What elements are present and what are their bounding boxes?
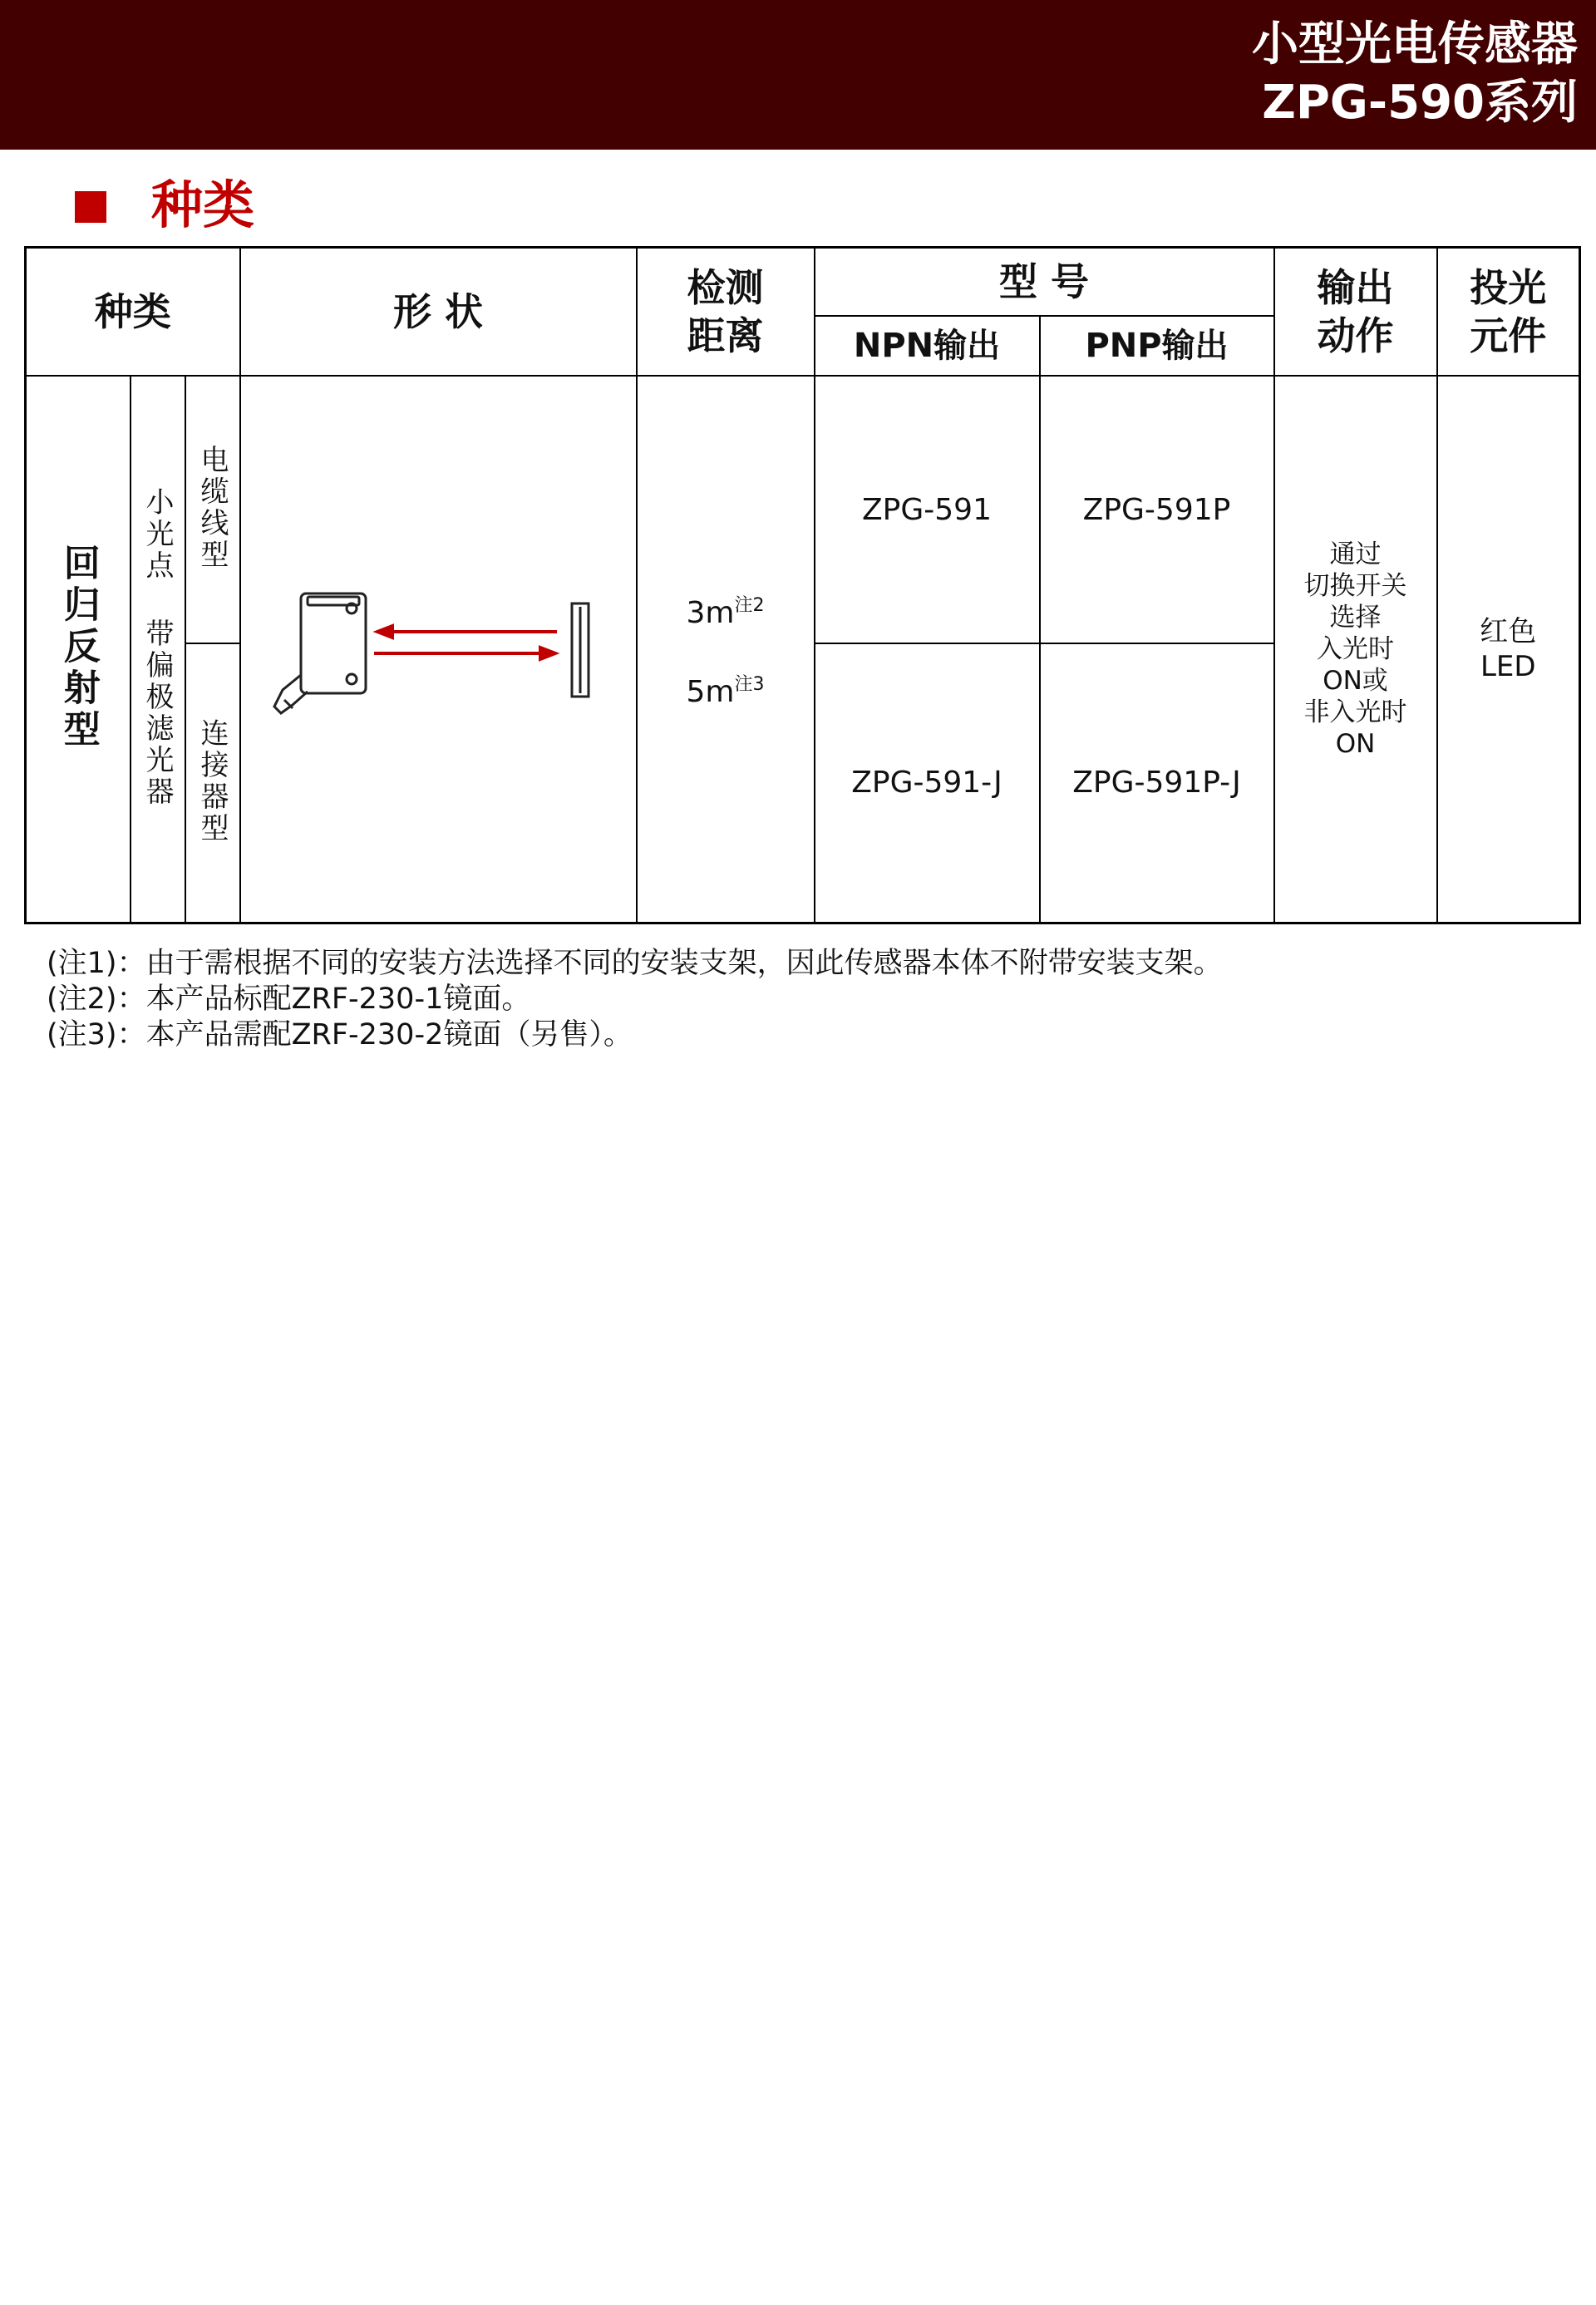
type-sub: 小光点 带偏极滤光器 — [140, 486, 174, 808]
sensor-body-icon — [274, 593, 366, 713]
output-action-cell — [1274, 376, 1437, 923]
type-main-cell — [26, 376, 131, 923]
page-header — [0, 0, 1596, 150]
type-main: 回归反射型 — [57, 543, 100, 751]
emitter-value: 红色 LED — [1480, 614, 1537, 683]
header-distance-text: 检测 距离 — [687, 264, 764, 358]
type-sub-cell — [131, 376, 185, 923]
header-pnp: PNP输出 — [1040, 316, 1274, 376]
section-title: 种类 — [151, 175, 255, 235]
shape-cell — [240, 376, 637, 923]
model-pnp-cable: ZPG-591P — [1040, 376, 1274, 643]
header-model: 型 号 — [815, 248, 1274, 316]
model-npn-connector: ZPG-591-J — [815, 643, 1040, 923]
cable-cell — [185, 376, 240, 643]
distance-2: $5m^{注3}$ — [686, 673, 765, 709]
header-emitter-text: 投光 元件 — [1470, 264, 1547, 358]
distance-1: $3m^{注2}$ — [686, 594, 765, 630]
header-distance — [637, 248, 815, 376]
header-npn: NPN输出 — [815, 316, 1040, 376]
distance-2-note: 注3 — [734, 673, 765, 695]
footnote-3: (注3)：本产品需配ZRF-230-2镜面（另售）。 — [47, 1018, 633, 1052]
footnote-1: (注1)：由于需根据不同的安装方法选择不同的安装支架，因此传感器本体不附带安装支架。 — [47, 947, 1223, 980]
footnotes — [47, 946, 1223, 1053]
bullet-square-icon — [75, 191, 106, 223]
header-output-text: 输出 动作 — [1317, 264, 1394, 358]
header-shape: 形 状 — [240, 248, 637, 376]
header-emitter — [1437, 248, 1580, 376]
output-action: 通过 切换开关 选择 入光时 ON或 非入光时 ON — [1303, 539, 1407, 759]
footnote-2: (注2)：本产品标配ZRF-230-1镜面。 — [47, 983, 531, 1016]
header-output — [1274, 248, 1437, 376]
beam-arrows — [374, 626, 557, 659]
spec-table — [24, 246, 1581, 924]
connector-cell — [185, 643, 240, 923]
emitter-cell — [1437, 376, 1580, 923]
reflector-icon — [572, 603, 589, 697]
distance-1-note: 注2 — [734, 594, 765, 616]
model-npn-cable: ZPG-591 — [815, 376, 1040, 643]
header-type: 种类 — [26, 248, 240, 376]
distance-cell — [637, 376, 815, 923]
header-title: 小型光电传感器 — [1252, 17, 1578, 71]
sensor-reflector-diagram — [241, 510, 638, 785]
header-series: ZPG-590系列 — [1262, 76, 1578, 130]
connector-type: 连接器型 — [195, 717, 229, 845]
model-pnp-connector: ZPG-591P-J — [1040, 643, 1274, 923]
cable-type: 电缆线型 — [195, 444, 229, 571]
